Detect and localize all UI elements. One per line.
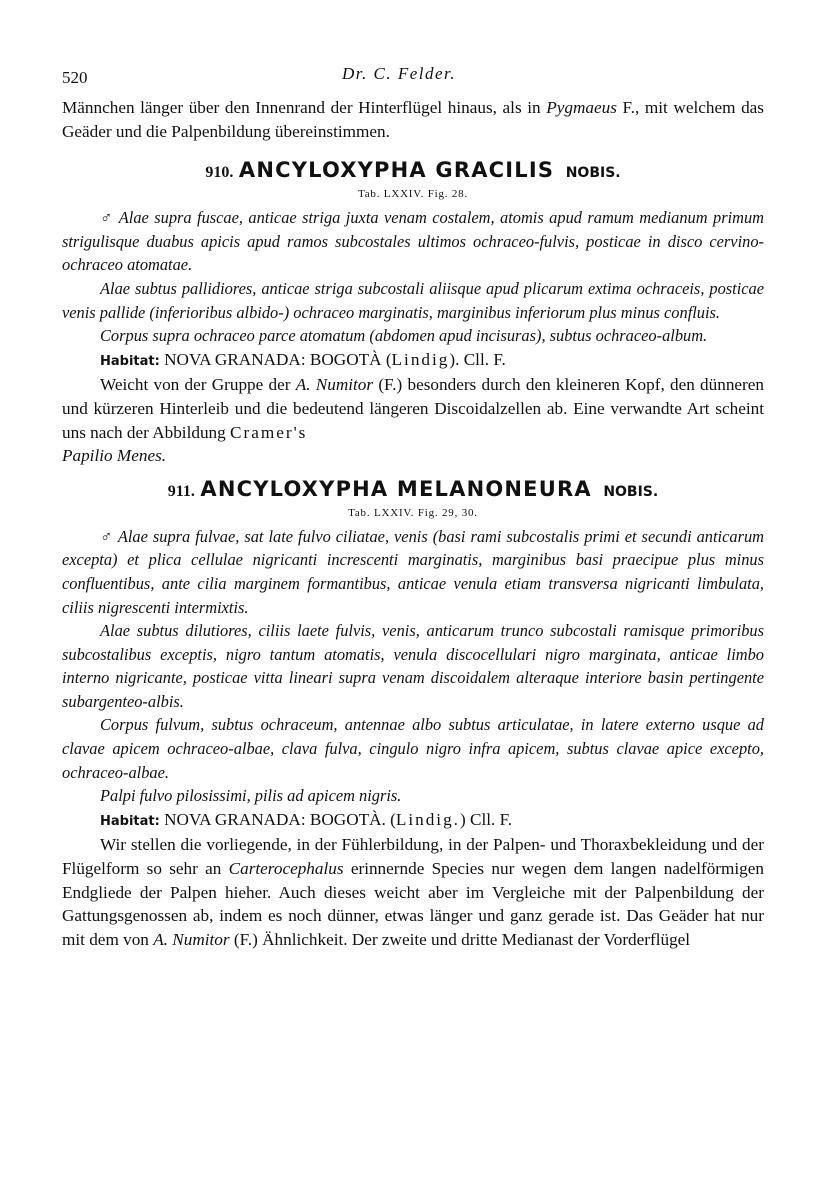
habitat-label: Habitat: (100, 813, 160, 829)
remark-species-ref: A. Numitor (153, 929, 230, 949)
page-header (62, 60, 764, 96)
species-name: ANCYLOXYPHA GRACILIS (238, 158, 555, 183)
habitat-collector: Lindig (391, 349, 450, 369)
species-heading-911 (62, 476, 764, 505)
description-underside: Alae subtus pallidiores, anticae striga subcostali aliisque apud plicarum extima ochraceis, posticae venis pallide (inferioribus albido-) ochraceo marginatis, marginibus inferiorum plus minus confluis. (62, 278, 764, 322)
remark-text: Wir stellen die vorliegende, in der Fühlerbildung, in der Palpen- und Thoraxbekleidung und der Flügelform so sehr an (62, 835, 764, 879)
description-upperside: ♂ Alae supra fuscae, anticae striga juxta venam costalem, atomis apud ramum medianum primum strigulisque duabus apicis apud ramos subcostales ultimos ochraceo-fulvis, posticae in disco cervino-ochraceo atomatae. (62, 208, 764, 275)
intro-text: Männchen länger über den Innenrand der Hinterflügel hinaus, als in (62, 98, 547, 117)
habitat-end: ). Cll. F. (449, 349, 506, 369)
species-nobis: NOBIS. (565, 165, 621, 182)
species-nobis: NOBIS. (603, 483, 659, 500)
remark-species-end: Papilio Menes. (62, 446, 167, 466)
habitat-locality: NOVA GRANADA: BOGOTÀ ( (159, 349, 392, 369)
description-upperside: ♂ Alae supra fulvae, sat late fulvo ciliatae, venis (basi rami subcostalis primi et secundi anticarum excepta) et plica cellulae nigricanti increscenti marginatis, marginibus basi praecipue plus minus confluentibus, ante cilia marginem formantibus, anticae venula etiam transversa nigricanti limbulata, ciliis nigrescenti intermixtis. (62, 526, 764, 617)
description-underside: Alae subtus dilutiores, ciliis laete fulvis, venis, anticarum trunco subcostali ramisque primoribus subcostalibus exceptis, nigro tantum atomatis, venula discocellulari nigro marginata, anticae limbo interno nigricante, posticae vitta lineari supra venam discoidalem alteraque interiore basin pertingente subargenteo-albis. (62, 621, 764, 711)
remark-species-ref: A. Numitor (295, 375, 374, 395)
intro-paragraph (62, 96, 764, 143)
description-body: Corpus fulvum, subtus ochraceum, antennae albo subtus articulatae, in latere externo usque ad clavae apicem ochraceo-albae, clava fulva, cingulo nigro infra apicem, subtus clavae apice excepto, ochraceo-albae. (62, 715, 764, 782)
remark-paragraph (62, 373, 764, 467)
intro-species-ref: Pygmaeus (546, 98, 617, 117)
remark-paragraph (62, 833, 764, 951)
species-number: 911. (167, 482, 195, 500)
page-number: 520 (62, 68, 88, 87)
remark-genus-ref: Carterocephalus (228, 859, 344, 879)
remark-author: Cramer's (230, 422, 308, 442)
habitat-collector: Lindig. (395, 809, 460, 829)
habitat-locality: NOVA GRANADA: BOGOTÀ. ( (159, 809, 396, 829)
description-palpi: Palpi fulvo pilosissimi, pilis ad apicem nigris. (100, 786, 402, 806)
species-name: ANCYLOXYPHA MELANONEURA (200, 476, 592, 501)
running-head-author: Dr. C. Felder. (342, 64, 457, 83)
remark-text-cont: erinnernde Species nur wegen dem langen nadelförmigen Endgliede der Palpen hieher. Auch dieses weicht aber im Vergleiche mit der Palpenbildung der Gattungsgenossen ab, indem es noch dünner, etwas länger und ganz gerade ist. Das Geäder hat nur mit dem von (62, 859, 764, 949)
remark-text-end: (F.) Ähnlichkeit. Der zweite und dritte Medianast der Vorderflügel (229, 929, 691, 949)
habitat-line (62, 348, 764, 374)
document-page (62, 60, 764, 951)
habitat-end: ) Cll. F. (459, 809, 513, 829)
species-number: 910. (205, 164, 234, 182)
remark-text-cont: (F.) besonders durch den kleineren Kopf, den dünneren und kürzeren Hinterleib und die bedeutend längeren Discoidalzellen ab. Eine verwandte Art scheint uns nach der Abbildung (62, 375, 765, 442)
plate-reference: Tab. LXXIV. Fig. 29, 30. (348, 506, 478, 519)
plate-reference: Tab. LXXIV. Fig. 28. (357, 188, 469, 201)
species-heading-910 (62, 157, 764, 186)
intro-text-end: F., mit welchem das Geäder und die Palpenbildung übereinstimmen. (62, 98, 764, 141)
habitat-line (62, 808, 764, 834)
description-body: Corpus supra ochraceo parce atomatum (abdomen apud incisuras), subtus ochraceo-album. (100, 326, 708, 346)
habitat-label: Habitat: (100, 353, 160, 369)
remark-text: Weicht von der Gruppe der (100, 375, 296, 395)
